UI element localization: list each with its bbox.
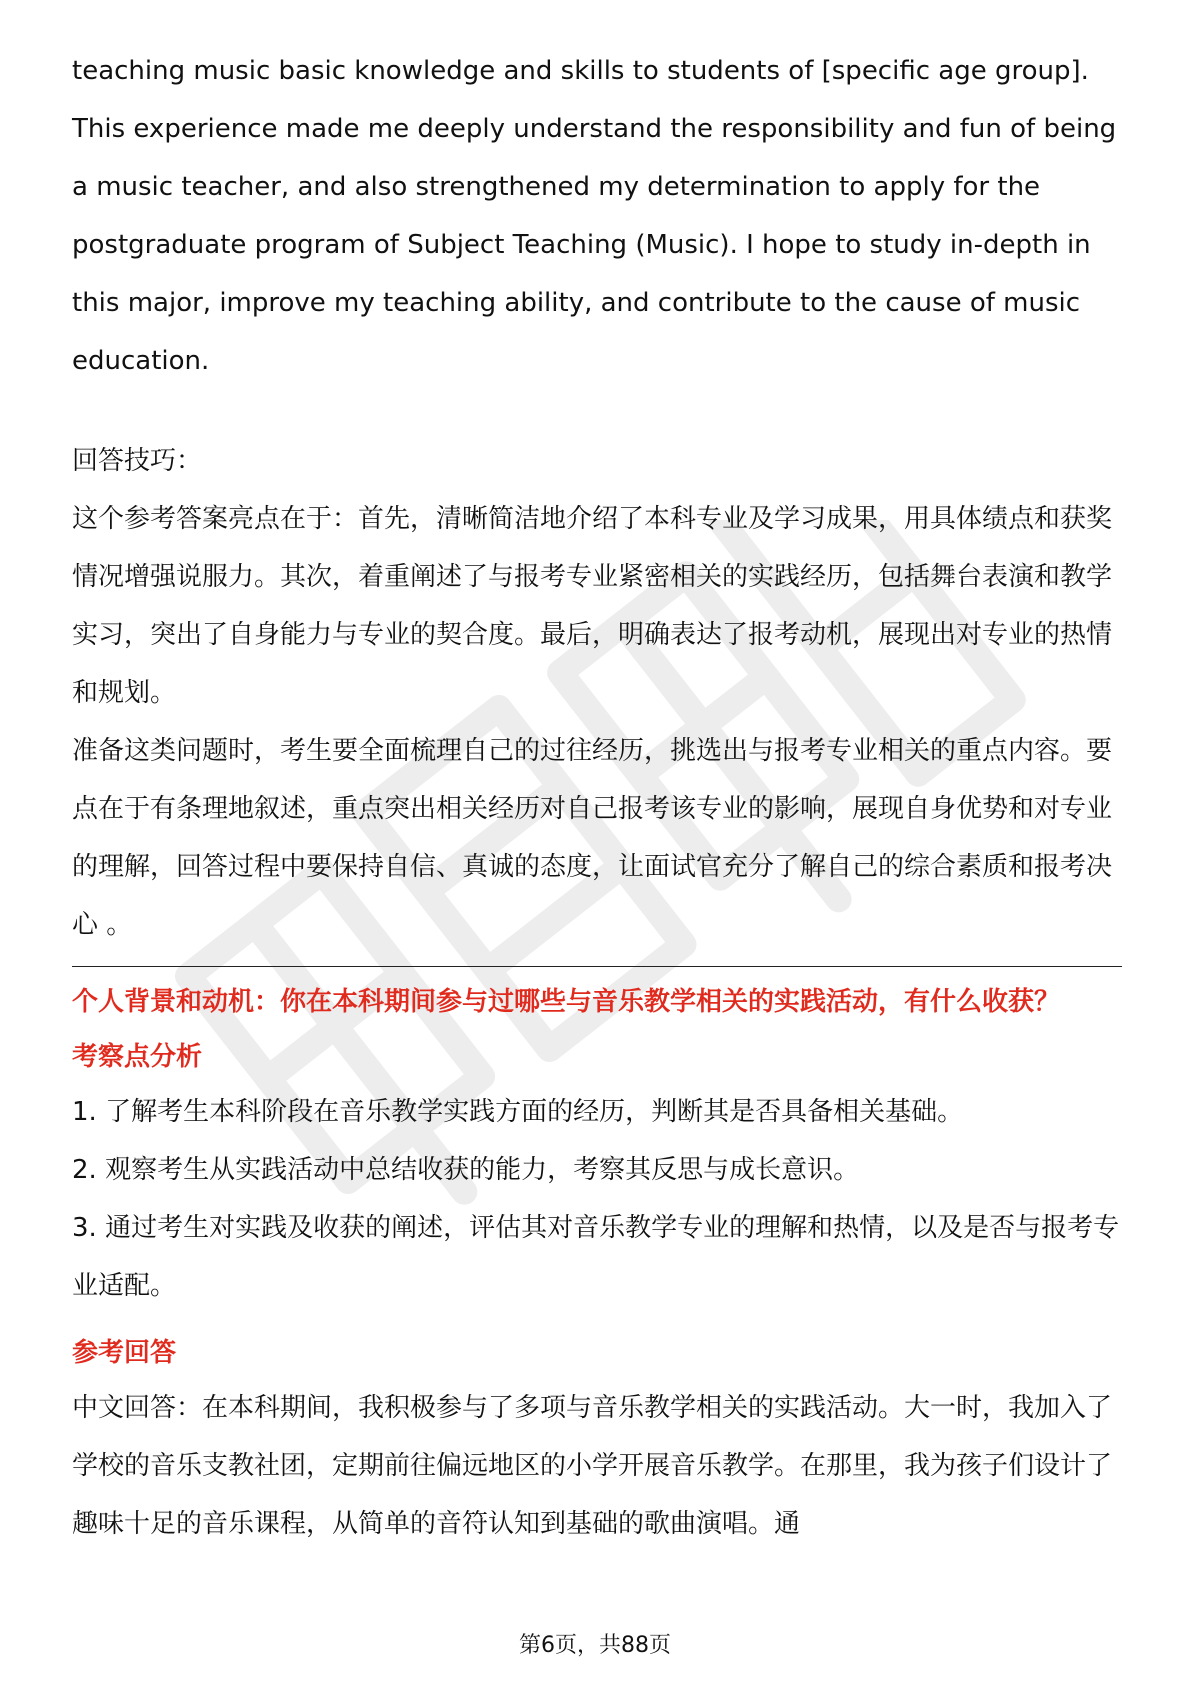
analysis-item-2: 2. 观察考生从实践活动中总结收获的能力，考察其反思与成长意识。 [72, 1155, 860, 1185]
document-body [72, 42, 1122, 1553]
analysis-item-1: 1. 了解考生本科阶段在音乐教学实践方面的经历，判断其是否具备相关基础。 [72, 1097, 964, 1127]
reference-heading: 参考回答 [72, 1338, 177, 1368]
section-divider [72, 966, 1122, 967]
tips-paragraph-2: 准备这类问题时，考生要全面梳理自己的过往经历，挑选出与报考专业相关的重点内容。要点在于有条理地叙述，重点突出相关经历对自己报考该专业的影响，展现自身优势和对专业的理解，回答过程中要保持自信、真诚的态度，让面试官充分了解自己的综合素质和报考决心 。 [72, 736, 1113, 940]
tips-paragraph-1: 这个参考答案亮点在于：首先，清晰简洁地介绍了本科专业及学习成果，用具体绩点和获奖情况增强说服力。其次，着重阐述了与报考专业紧密相关的实践经历，包括舞台表演和教学实习，突出了自身能力与专业的契合度。最后，明确表达了报考动机，展现出对专业的热情和规划。 [72, 504, 1113, 708]
question-heading: 个人背景和动机：你在本科期间参与过哪些与音乐教学相关的实践活动，有什么收获？ [72, 987, 1061, 1017]
reference-paragraph: 中文回答：在本科期间，我积极参与了多项与音乐教学相关的实践活动。大一时，我加入了学校的音乐支教社团，定期前往偏远地区的小学开展音乐教学。在那里，我为孩子们设计了趣味十足的音乐课程，从简单的音符认知到基础的歌曲演唱。通 [72, 1393, 1113, 1539]
tips-label: 回答技巧： [72, 446, 203, 476]
analysis-heading: 考察点分析 [72, 1042, 203, 1072]
analysis-item-3: 3. 通过考生对实践及收获的阐述，评估其对音乐教学专业的理解和热情，以及是否与报考专业适配。 [72, 1213, 1120, 1301]
page-number: 第6页，共88页 [519, 1633, 671, 1658]
continuation-paragraph: teaching music basic knowledge and skills to students of [specific age group]. This experience made me deeply understand the responsibility and fun of being a music teacher, and also strengthened my determination to apply for the postgraduate program of Subject Teaching (Music). I hope to study in-depth in this major, improve my teaching ability, and contribute to the cause of music education. [72, 56, 1117, 376]
